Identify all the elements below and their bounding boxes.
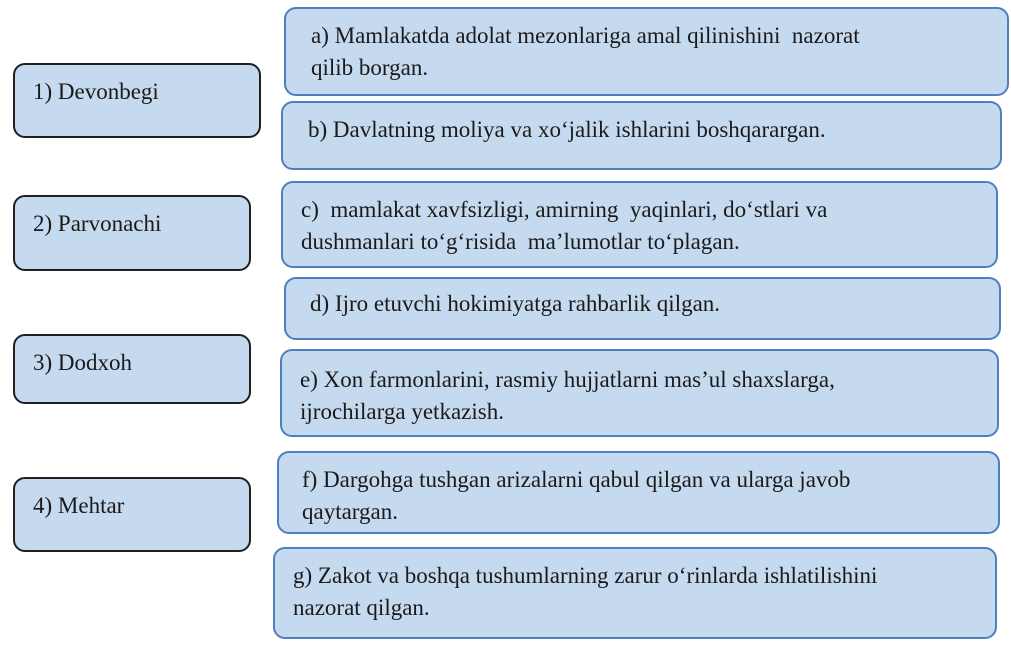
definition-text: b) Davlatning moliya va xo‘jalik ishlarini boshqarargan. bbox=[308, 117, 826, 142]
term-box-3 bbox=[13, 334, 251, 404]
definition-box-e bbox=[280, 349, 999, 437]
definition-box-b bbox=[281, 101, 1002, 170]
term-label: 3) Dodxoh bbox=[33, 350, 133, 375]
definition-box-g bbox=[273, 547, 997, 639]
term-label: 4) Mehtar bbox=[33, 493, 125, 518]
term-box-1 bbox=[13, 63, 261, 138]
definition-text: e) Xon farmonlarini, rasmiy hujjatlarni mas’ul shaxslarga, ijrochilarga yetkazish. bbox=[300, 367, 835, 424]
definition-box-a bbox=[284, 7, 1009, 96]
definition-text: d) Ijro etuvchi hokimiyatga rahbarlik qilgan. bbox=[310, 291, 721, 316]
definition-box-c bbox=[281, 181, 998, 268]
definition-text: g) Zakot va boshqa tushumlarning zarur o‘rinlarda ishlatilishini nazorat qilgan. bbox=[293, 563, 878, 620]
definition-box-d bbox=[284, 277, 1001, 340]
term-box-2 bbox=[13, 195, 251, 271]
term-box-4 bbox=[13, 477, 251, 552]
definition-text: a) Mamlakatda adolat mezonlariga amal qilinishini nazorat qilib borgan. bbox=[311, 23, 860, 80]
definition-text: f) Dargohga tushgan arizalarni qabul qilgan va ularga javob qaytargan. bbox=[302, 467, 851, 524]
definition-text: c) mamlakat xavfsizligi, amirning yaqinlari, do‘stlari va dushmanlari to‘g‘risida ma’lumotlar to‘plagan. bbox=[301, 197, 828, 254]
term-label: 1) Devonbegi bbox=[33, 79, 159, 104]
term-label: 2) Parvonachi bbox=[33, 211, 162, 236]
definition-box-f bbox=[277, 451, 1000, 534]
